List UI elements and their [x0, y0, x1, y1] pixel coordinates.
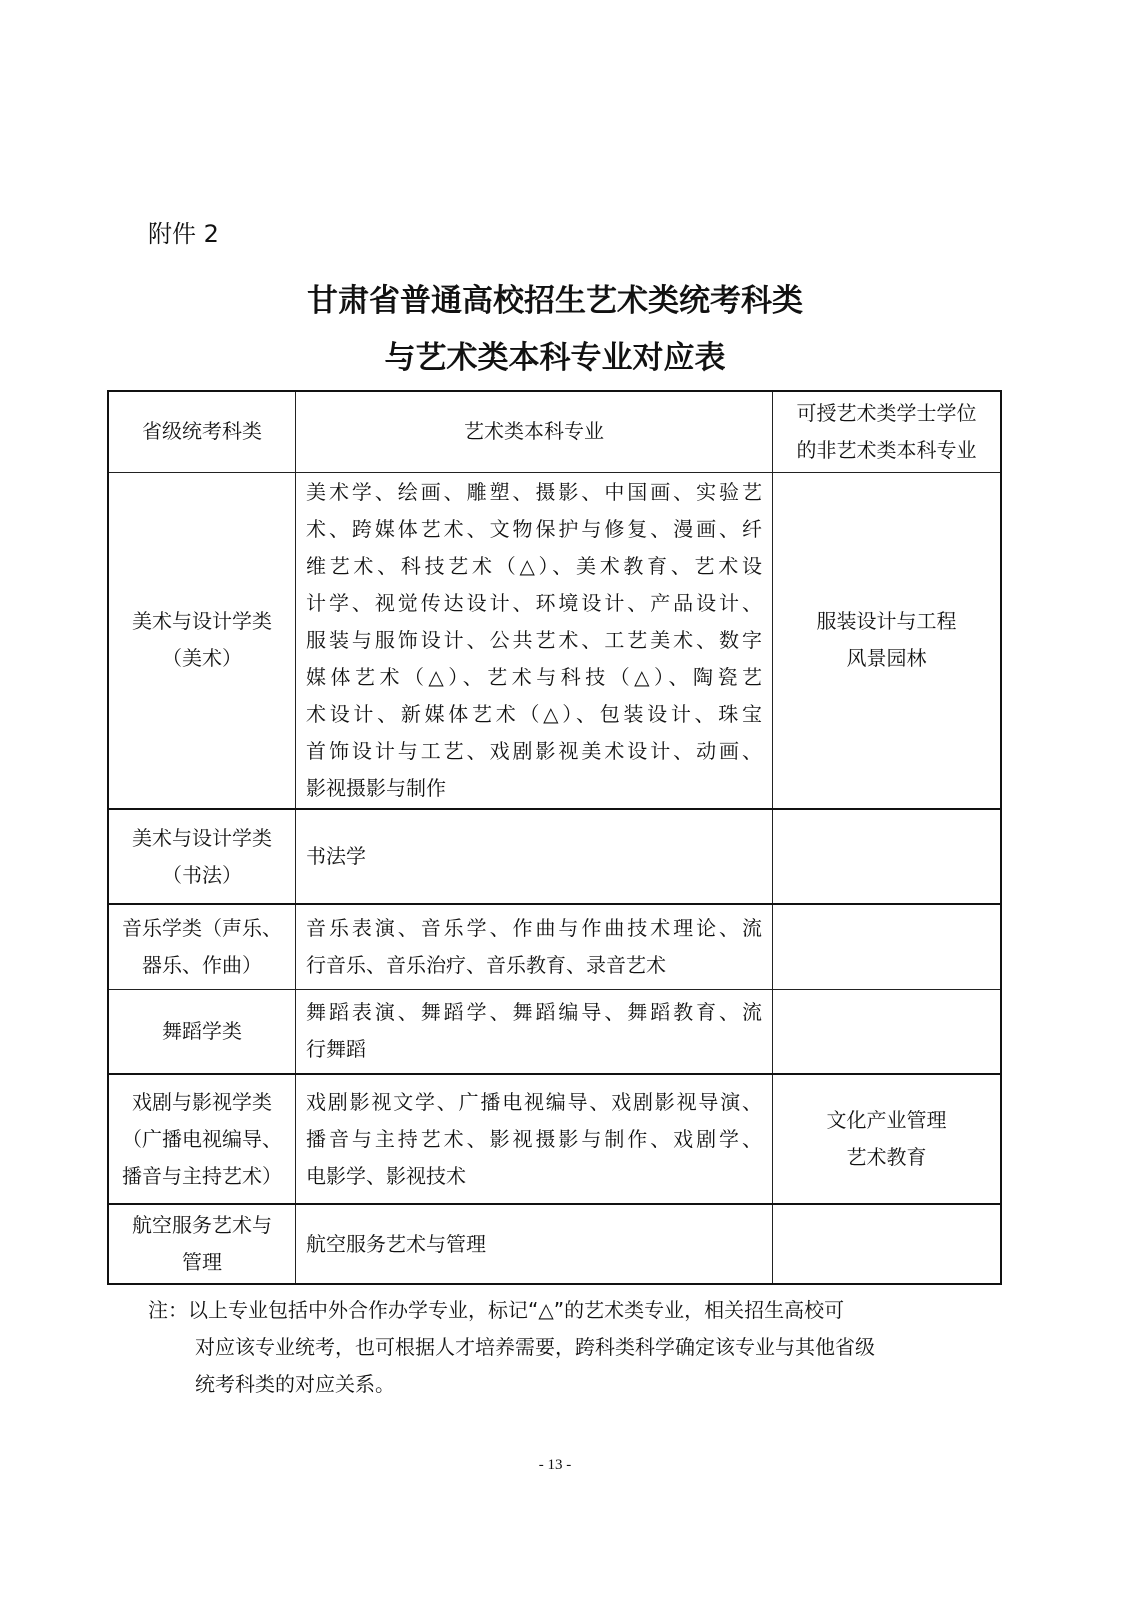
- majors-cell-line: 计学、视觉传达设计、环境设计、产品设计、: [306, 590, 762, 615]
- correspondence-table: [107, 390, 1002, 1285]
- category-cell-line: 航空服务艺术与: [132, 1213, 272, 1237]
- category-cell-line: （书法）: [162, 862, 242, 887]
- majors-cell-line: 行舞蹈: [306, 1037, 366, 1062]
- category-cell-line: 器乐、作曲）: [142, 952, 262, 977]
- majors-cell: [296, 904, 773, 989]
- majors-cell: [296, 809, 773, 904]
- footnote: [148, 1292, 968, 1403]
- category-cell: [108, 809, 296, 904]
- category-cell-line: 美术与设计学类: [132, 609, 272, 634]
- majors-cell: [296, 989, 773, 1074]
- category-cell-line: （广播电视编导、: [122, 1126, 282, 1151]
- majors-cell-line: 书法学: [306, 844, 366, 868]
- non-art-majors-cell-line: 服装设计与工程: [816, 609, 957, 634]
- category-cell-line: 戏剧与影视学类: [132, 1089, 272, 1114]
- majors-cell-line: 电影学、影视技术: [306, 1163, 466, 1188]
- non-art-majors-cell: [773, 809, 1002, 904]
- category-cell: [108, 904, 296, 989]
- category-cell: [108, 989, 296, 1074]
- table-row: [108, 904, 1001, 989]
- non-art-majors-cell-line: 艺术教育: [846, 1145, 927, 1169]
- majors-cell-line: 航空服务艺术与管理: [306, 1231, 486, 1256]
- majors-cell: [296, 1204, 773, 1284]
- table-row: [108, 1074, 1001, 1204]
- majors-cell-line: 行音乐、音乐治疗、音乐教育、录音艺术: [306, 952, 666, 977]
- category-cell-line: 播音与主持艺术）: [122, 1163, 282, 1188]
- footnote-line: 注：以上专业包括中外合作办学专业，标记“△”的艺术类专业，相关招生高校可: [148, 1298, 845, 1322]
- table-row: [108, 809, 1001, 904]
- table-row: [108, 472, 1001, 809]
- category-cell: [108, 472, 296, 809]
- category-cell-line: 舞蹈学类: [162, 1018, 242, 1043]
- non-art-majors-cell: [773, 472, 1002, 809]
- page-number: - 13 -: [538, 1457, 572, 1473]
- table-row: [108, 1204, 1001, 1284]
- majors-cell-line: 播音与主持艺术、影视摄影与制作、戏剧学、: [306, 1126, 762, 1151]
- non-art-majors-cell: [773, 1074, 1002, 1204]
- header-category: 省级统考科类: [108, 391, 296, 472]
- title-line-1: 甘肃省普通高校招生艺术类统考科类: [307, 283, 803, 319]
- majors-cell-line: 媒体艺术（△）、艺术与科技（△）、陶瓷艺: [306, 664, 762, 689]
- category-cell: [108, 1204, 296, 1284]
- majors-cell-line: 影视摄影与制作: [306, 775, 446, 800]
- majors-cell-line: 维艺术、科技艺术（△）、美术教育、艺术设: [306, 553, 762, 578]
- title-line-2: 与艺术类本科专业对应表: [384, 340, 726, 376]
- header-non-art-line: 的非艺术类本科专业: [796, 437, 977, 462]
- table-header-row: [108, 391, 1001, 472]
- category-cell-line: 管理: [182, 1250, 222, 1274]
- attachment-label: 附件 2: [148, 220, 219, 248]
- majors-cell-line: 美术学、绘画、雕塑、摄影、中国画、实验艺: [306, 479, 762, 504]
- header-majors: 艺术类本科专业: [296, 391, 773, 472]
- non-art-majors-cell: [773, 904, 1002, 989]
- table-row: [108, 989, 1001, 1074]
- non-art-majors-cell: [773, 989, 1002, 1074]
- non-art-majors-cell-line: 风景园林: [846, 646, 927, 671]
- category-cell-line: 美术与设计学类: [132, 825, 272, 850]
- majors-cell: [296, 472, 773, 809]
- header-non-art: [773, 391, 1002, 472]
- category-cell-line: （美术）: [162, 646, 242, 671]
- category-cell-line: 音乐学类（声乐、: [122, 915, 282, 940]
- header-non-art-line: 可授艺术类学士学位: [796, 400, 977, 425]
- non-art-majors-cell-line: 文化产业管理: [826, 1108, 947, 1132]
- majors-cell-line: 首饰设计与工艺、戏剧影视美术设计、动画、: [306, 738, 762, 763]
- majors-cell: [296, 1074, 773, 1204]
- category-cell: [108, 1074, 296, 1204]
- majors-cell-line: 术、跨媒体艺术、文物保护与修复、漫画、纤: [306, 516, 762, 541]
- majors-cell-line: 戏剧影视文学、广播电视编导、戏剧影视导演、: [306, 1089, 762, 1114]
- non-art-majors-cell: [773, 1204, 1002, 1284]
- majors-cell-line: 服装与服饰设计、公共艺术、工艺美术、数字: [306, 627, 762, 652]
- majors-cell-line: 术设计、新媒体艺术（△）、包装设计、珠宝: [306, 701, 762, 726]
- footnote-line: 统考科类的对应关系。: [195, 1372, 395, 1396]
- majors-cell-line: 舞蹈表演、舞蹈学、舞蹈编导、舞蹈教育、流: [306, 1000, 762, 1025]
- majors-cell-line: 音乐表演、音乐学、作曲与作曲技术理论、流: [306, 915, 762, 940]
- footnote-line: 对应该专业统考，也可根据人才培养需要，跨科类科学确定该专业与其他省级: [195, 1335, 875, 1359]
